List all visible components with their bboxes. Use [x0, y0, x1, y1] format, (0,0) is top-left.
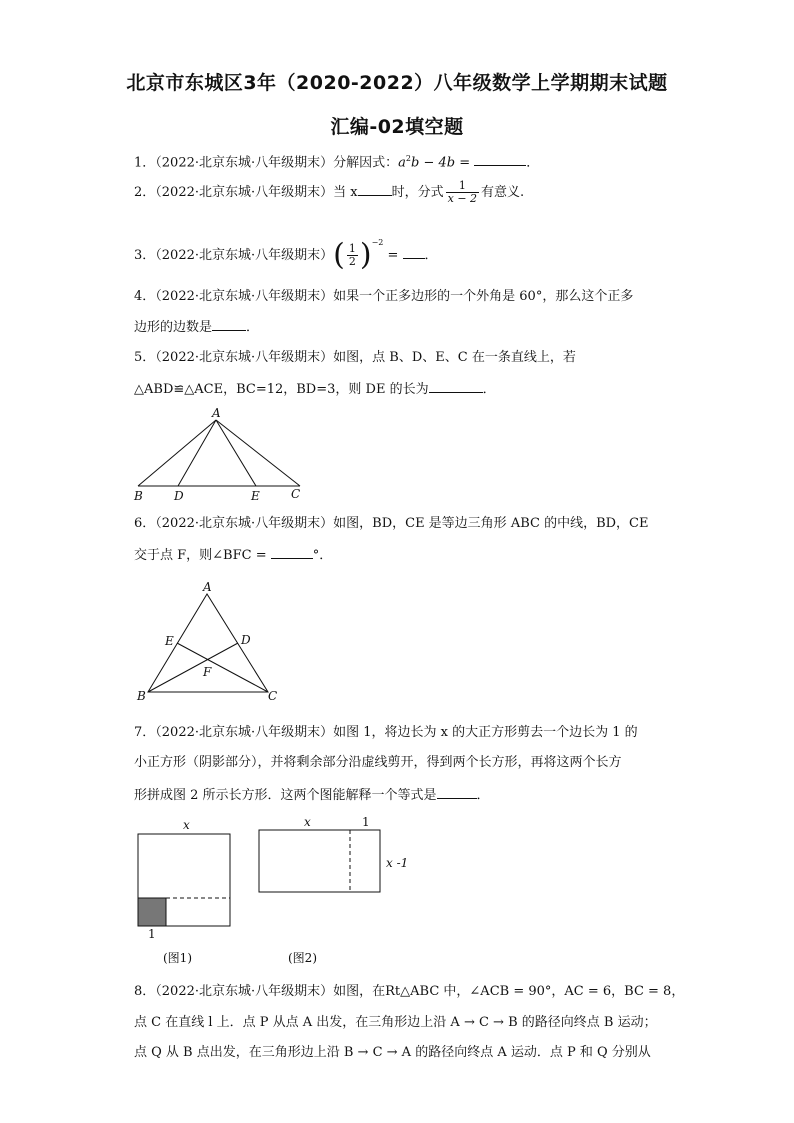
- question-end: ．: [526, 155, 540, 171]
- question-6: [134, 515, 649, 533]
- question-number: 6．: [134, 516, 156, 531]
- label-1-fig1: 1: [148, 927, 156, 941]
- question-6-cont: [134, 546, 332, 565]
- label-b: B: [137, 689, 146, 703]
- fraction-denominator: 2: [348, 255, 356, 268]
- question-2: [134, 180, 524, 205]
- answer-blank[interactable]: [271, 546, 313, 559]
- exponent: −2: [371, 238, 384, 247]
- question-end: ．: [482, 382, 496, 397]
- label-b: B: [134, 489, 143, 503]
- fraction-numerator: 1: [348, 242, 356, 255]
- question-source: （2022·北京东城·八年级期末）: [155, 185, 334, 200]
- label-e: E: [165, 634, 174, 648]
- question-4-cont: [134, 318, 259, 337]
- question-number: 3．: [134, 248, 156, 263]
- caption-fig1: (图1): [163, 951, 192, 965]
- expr-sup: 2: [405, 154, 412, 163]
- question-text: 如图，点 B、D、E、C 在一条直线上，若: [333, 350, 576, 365]
- question-8: [134, 983, 684, 1001]
- label-f: F: [203, 665, 212, 679]
- question-number: 5．: [134, 350, 156, 365]
- label-c: C: [291, 487, 301, 501]
- question-3: [134, 234, 438, 271]
- answer-blank[interactable]: [403, 246, 425, 259]
- fraction-numerator: 1: [446, 180, 479, 193]
- question-source: （2022·北京东城·八年级期末）: [155, 289, 334, 304]
- question-text: △ABD≌△ACE，BC=12，BD=3，则 DE 的长为: [134, 382, 429, 397]
- question-text: 有意义.: [481, 185, 525, 200]
- question-text: 如果一个正多边形的一个外角是 60°，那么这个正多: [333, 289, 634, 304]
- question-source: （2022·北京东城·八年级期末）: [155, 350, 334, 365]
- question-number: 7．: [134, 725, 156, 740]
- label-c: C: [268, 689, 278, 703]
- question-number: 8．: [134, 984, 156, 999]
- question-4: [134, 288, 633, 306]
- question-end: ．: [424, 248, 438, 263]
- label-a: A: [212, 406, 221, 420]
- question-text: 小正方形（阴影部分），并将剩余部分沿虚线剪开，得到两个长方形，再将这两个长方: [134, 755, 622, 770]
- question-1: [134, 150, 539, 172]
- question-source: （2022·北京东城·八年级期末）: [155, 248, 334, 263]
- answer-blank[interactable]: [358, 183, 392, 196]
- question-number: 4．: [134, 289, 156, 304]
- question-8-cont1: [134, 1014, 657, 1032]
- question-text: 分解因式：: [333, 155, 399, 171]
- label-x-fig1: x: [183, 818, 190, 832]
- answer-blank[interactable]: [429, 380, 483, 393]
- question-text: 点 Q 从 B 点出发，在三角形边上沿 B → C → A 的路径向终点 A 运动．点 P 和 Q 分别从: [134, 1045, 651, 1060]
- question-text: 边形的边数是: [134, 320, 213, 335]
- question-8-cont2: [134, 1044, 651, 1062]
- question-number: 1．: [134, 155, 156, 171]
- left-paren: (: [333, 237, 345, 273]
- fraction: [446, 180, 479, 205]
- question-text: 如图，在Rt△ABC 中，∠ACB = 90°，AC = 6，BC = 8，: [333, 984, 685, 999]
- question-source: （2022·北京东城·八年级期末）: [155, 984, 334, 999]
- question-text: 形拼成图 2 所示长方形．这两个图能解释一个等式是: [134, 788, 437, 803]
- label-e: E: [251, 489, 260, 503]
- question-7-cont1: [134, 754, 622, 772]
- doc-title-line1: 北京市东城区3年（2020-2022）八年级数学上学期期末试题: [126, 72, 668, 94]
- answer-blank[interactable]: [212, 318, 246, 331]
- question-text: 如图 1，将边长为 x 的大正方形剪去一个边长为 1 的: [333, 725, 638, 740]
- figure-equilateral-triangle: [132, 580, 282, 704]
- question-end: ．: [246, 320, 260, 335]
- doc-title-line2: 汇编-02填空题: [330, 116, 464, 138]
- label-d: D: [174, 489, 184, 503]
- question-source: （2022·北京东城·八年级期末）: [155, 516, 334, 531]
- answer-blank[interactable]: [437, 786, 477, 799]
- label-x-fig2: x: [304, 815, 311, 829]
- question-5: [134, 349, 576, 367]
- label-a: A: [203, 580, 212, 594]
- question-text: 如图，BD，CE 是等边三角形 ABC 的中线，BD，CE: [333, 516, 649, 531]
- fraction: [347, 243, 358, 268]
- figure-squares: [128, 812, 408, 972]
- question-text: 时，分式: [391, 185, 444, 200]
- answer-blank[interactable]: [474, 153, 526, 166]
- caption-fig2: (图2): [288, 951, 317, 965]
- question-text: 点 C 在直线 l 上．点 P 从点 A 出发，在三角形边上沿 A → C → B 的路径向终点 B 运动；: [134, 1015, 657, 1030]
- question-source: （2022·北京东城·八年级期末）: [155, 725, 334, 740]
- question-end: °．: [312, 548, 333, 563]
- label-1-fig2: 1: [362, 815, 370, 829]
- fraction-denominator: x − 2: [447, 192, 478, 205]
- question-5-cont: [134, 380, 496, 399]
- label-x-minus-1: x -1: [386, 856, 408, 870]
- question-text: 当 x: [333, 185, 358, 200]
- label-d: D: [241, 633, 251, 647]
- question-source: （2022·北京东城·八年级期末）: [155, 155, 334, 171]
- question-7-cont2: [134, 786, 490, 805]
- question-text: 交于点 F，则∠BFC =: [134, 548, 271, 563]
- question-number: 2．: [134, 185, 156, 200]
- figure-triangle-abdec: [128, 406, 314, 504]
- question-7: [134, 724, 638, 742]
- expr-rest: b − 4b =: [411, 155, 475, 171]
- expr-a: a: [398, 155, 406, 171]
- equals-sign: =: [387, 248, 403, 263]
- right-paren: ): [359, 237, 372, 273]
- question-end: ．: [476, 788, 490, 803]
